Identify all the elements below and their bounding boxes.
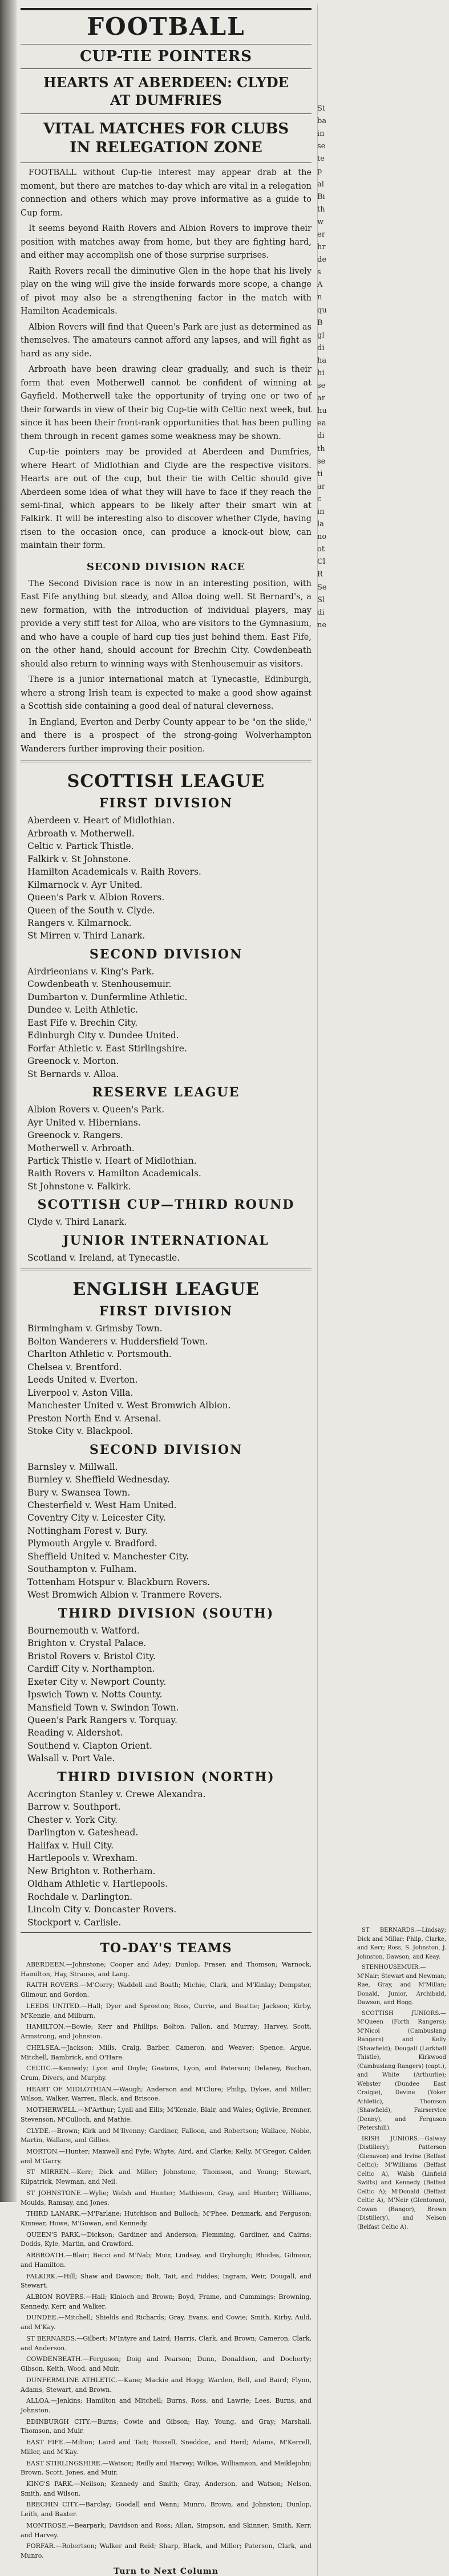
team-lineup: ALBION ROVERS.—Hall; Kinloch and Brown; Boyd, Frame, and Cummings; Browning, Kennedy, Kerr, and Walker. xyxy=(21,2293,312,2310)
team-lineup: RAITH ROVERS.—M'Corry; Waddell and Boath; Michie, Clark, and M'Kinlay; Dempster, Gilmour, and Gordon. xyxy=(21,1981,312,1999)
column-fragment: St xyxy=(317,104,326,113)
divider xyxy=(21,113,312,114)
team-lineup: ARBROATH.—Blair; Becci and M'Nab; Muir, Lindsay, and Dryburgh; Rhodes, Gilmour, and Hamilton. xyxy=(21,2252,312,2269)
english-first-division-fixtures xyxy=(21,1322,312,1437)
football-column xyxy=(21,5,318,2576)
scottish-second-division-fixtures xyxy=(21,965,312,1080)
team-lineup: THIRD LANARK.—M'Farlane; Hutchison and Bulloch; M'Phee, Denmark, and Ferguson; Kinnear, Howe, M'Gowan, and Kennedy. xyxy=(21,2210,312,2228)
english-first-division-heading: FIRST DIVISION xyxy=(99,1304,233,1319)
column-fragment: in xyxy=(317,507,325,516)
column-fragment: Cl xyxy=(317,558,326,567)
fixture: Bournemouth v. Watford. xyxy=(27,1625,140,1636)
fixture: Queen's Park v. Albion Rovers. xyxy=(27,892,165,903)
fixture: Tottenham Hotspur v. Blackburn Rovers. xyxy=(27,1577,211,1587)
english-league-heading: ENGLISH LEAGUE xyxy=(72,1279,260,1300)
fixture: St Bernards v. Alloa. xyxy=(27,1068,119,1079)
column-fragment: ti xyxy=(317,469,323,478)
team-lineup: HEART OF MIDLOTHIAN.—Waugh; Anderson and M'Clure; Philip, Dykes, and Miller; Wilson, Walker, Warren, Black, and Briscoe. xyxy=(21,2085,312,2103)
intro-article xyxy=(21,166,312,553)
team-lineup: STENHOUSEMUIR.—M'Nair; Stewart and Newman; Rae, Gray, and M'Millan; Donald, Junior, Archibald, Dawson, and Hogg. xyxy=(357,1964,446,2006)
fixture: Ayr United v. Hibernians. xyxy=(27,1117,141,1128)
column-fragment: se xyxy=(317,381,326,391)
fixture: Raith Rovers v. Hamilton Academicals. xyxy=(27,1168,201,1179)
column-fragment: hu xyxy=(317,407,327,416)
team-lineup: CELTIC.—Kennedy; Lyon and Doyle; Geatons, Lyon, and Paterson; Delaney, Buchan, Crum, Divers, and Murphy. xyxy=(21,2065,312,2082)
fixture: Airdrieonians v. King's Park. xyxy=(27,966,155,977)
fixture: Rochdale v. Darlington. xyxy=(27,1891,133,1902)
column-fragment: th xyxy=(317,205,325,214)
fixture: Stockport v. Carlisle. xyxy=(27,1917,122,1928)
scottish-cup-heading: SCOTTISH CUP—THIRD ROUND xyxy=(37,1197,295,1213)
team-lineup: HAMILTON.—Bowie; Kerr and Phillips; Bolton, Fallon, and Murray; Harvey, Scott, Armstrong, and Johnston. xyxy=(21,2023,312,2041)
fixture: Aberdeen v. Heart of Midlothian. xyxy=(27,815,175,826)
fixture: Sheffield United v. Manchester City. xyxy=(27,1551,189,1562)
fixture: Albion Rovers v. Queen's Park. xyxy=(27,1104,165,1115)
column-fragment: al xyxy=(317,180,324,189)
fixture: Dumbarton v. Dunfermline Athletic. xyxy=(27,992,188,1002)
column-fragment: di xyxy=(317,432,325,441)
divider xyxy=(21,162,312,163)
fixture: Preston North End v. Arsenal. xyxy=(27,1413,161,1424)
second-division-race-heading: SECOND DIVISION RACE xyxy=(86,560,246,573)
column-fragment: ar xyxy=(317,394,325,403)
fixture: Birmingham v. Grimsby Town. xyxy=(27,1323,163,1334)
top-rule xyxy=(21,8,312,10)
fixture: Mansfield Town v. Swindon Town. xyxy=(27,1702,179,1713)
fixture: Scotland v. Ireland, at Tynecastle. xyxy=(27,1252,180,1263)
todays-teams-heading: TO-DAY'S TEAMS xyxy=(100,1941,232,1956)
column-fragment: in xyxy=(317,129,325,139)
team-lineup: EDINBURGH CITY.—Burns; Cowie and Gibson; Hay, Young, and Gray; Marshall, Thomson, and Muir. xyxy=(21,2417,312,2435)
fixture: Chester v. York City. xyxy=(27,1814,118,1825)
reserve-league-fixtures xyxy=(21,1103,312,1193)
article-paragraph: Cup-tie pointers may be provided at Aberdeen and Dumfries, where Heart of Midlothian and Clyde are the respective visitors. Hearts are out of the cup, but their tie with Celtic should give Aberdeen some idea of what they will have to face if they reach the semi-final, which appears to be likely after their smart win at Falkirk. It will be interesting also to discover whether Clyde, having risen to the occasion once, can produce a knock-out blow, can maintain their form. xyxy=(21,448,312,551)
team-lineup: ST JOHNSTONE.—Wylie; Welsh and Hunter; Mathieson, Gray, and Hunter; Williams, Moulds, Ramsay, and Jones. xyxy=(21,2189,312,2207)
fixture: Coventry City v. Leicester City. xyxy=(27,1513,166,1523)
column-fragment: se xyxy=(317,457,326,466)
fixture: Nottingham Forest v. Bury. xyxy=(27,1525,148,1536)
fixture: St Johnstone v. Falkirk. xyxy=(27,1181,131,1192)
fixture: Bolton Wanderers v. Huddersfield Town. xyxy=(27,1336,208,1347)
column-fragment: qu xyxy=(317,306,327,315)
divider xyxy=(21,68,312,69)
team-lineup: ALLOA.—Jenkins; Hamilton and Mitchell; Burns, Ross, and Lawrie; Lees, Burns, and Johnston. xyxy=(21,2397,312,2414)
column-fragment: th xyxy=(317,444,325,453)
fixture: Celtic v. Partick Thistle. xyxy=(27,841,134,852)
team-lineup: EAST FIFE.—Milton; Laird and Tait; Russell, Sneddon, and Herd; Adams, M'Kerrell, Miller, and M'Kay. xyxy=(21,2439,312,2456)
fixture: Partick Thistle v. Heart of Midlothian. xyxy=(27,1156,197,1167)
column-fragment: Sl xyxy=(317,595,325,604)
column-fragment: Bi xyxy=(317,192,325,201)
column-fragment: ha xyxy=(317,356,327,365)
column-fragment: te xyxy=(317,155,325,164)
fixture: Chesterfield v. West Ham United. xyxy=(27,1500,177,1510)
article-paragraph: It seems beyond Raith Rovers and Albion Rovers to improve their position with matches away from home, but they are fighting hard, and either may accomplish one of those surprise surprises. xyxy=(21,224,312,261)
column-fragment: se xyxy=(317,142,326,151)
fixture: Plymouth Argyle v. Bradford. xyxy=(27,1538,157,1549)
second-division-article xyxy=(21,578,312,756)
column-fragment: hr xyxy=(317,243,326,252)
team-lineup: MONTROSE.—Bearpark; Davidson and Ross; Allan, Simpson, and Skinner; Smith, Kerr, and Harvey. xyxy=(21,2521,312,2539)
third-division-north-heading: THIRD DIVISION (NORTH) xyxy=(57,1769,275,1785)
fixture: Stoke City v. Blackpool. xyxy=(27,1426,134,1437)
fixture: East Fife v. Brechin City. xyxy=(27,1017,138,1028)
team-lineup: DUNFERMLINE ATHLETIC.—Kane; Mackie and Hogg; Warden, Bell, and Baird; Flynn, Adams, Stewart, and Brown. xyxy=(21,2376,312,2394)
column-fragment: c xyxy=(317,494,322,503)
article-paragraph: Albion Rovers will find that Queen's Park are just as determined as themselves. The amateurs cannot afford any lapses, and will fight as hard as any side. xyxy=(21,322,312,359)
english-second-division-heading: SECOND DIVISION xyxy=(89,1442,243,1457)
fixture: Barrow v. Southport. xyxy=(27,1802,121,1813)
fixture: Southend v. Clapton Orient. xyxy=(27,1740,152,1751)
fixture: Greenock v. Rangers. xyxy=(27,1130,123,1141)
divider xyxy=(21,1269,312,1270)
team-lineup: ABERDEEN.—Johnstone; Cooper and Adey; Dunlop, Fraser, and Thomson; Warnock, Hamilton, Hay, Strauss, and Lang. xyxy=(21,1961,312,1978)
subtitle: CUP-TIE POINTERS xyxy=(79,48,253,65)
fixture: Bristol Rovers v. Bristol City. xyxy=(27,1651,156,1661)
divider xyxy=(21,761,312,762)
third-division-south-heading: THIRD DIVISION (SOUTH) xyxy=(58,1606,274,1621)
column-fragment: B xyxy=(317,318,323,327)
column-fragment: ba xyxy=(317,117,327,126)
article-paragraph: In England, Everton and Derby County appear to be "on the slide," and there is a prospect of the strong-going Wolverhampton Wanderers further improving their position. xyxy=(21,717,312,754)
fixture: Dundee v. Leith Athletic. xyxy=(27,1005,138,1015)
column-fragment: ot xyxy=(317,545,325,554)
fixture: Rangers v. Kilmarnock. xyxy=(27,917,132,928)
fixture: Lincoln City v. Doncaster Rovers. xyxy=(27,1904,177,1915)
scan-gutter xyxy=(0,0,17,2202)
article-paragraph: FOOTBALL without Cup-tie interest may appear drab at the moment, but there are matches to-day which are vital in a relegation connection and others which may prove informative as a guide to Cup form. xyxy=(21,168,312,218)
team-lineup: FORFAR.—Robertson; Walker and Reid; Sharp, Black, and Miller; Paterson, Clark, and Munro. xyxy=(21,2542,312,2560)
fixture: Falkirk v. St Johnstone. xyxy=(27,854,131,864)
fixture: Darlington v. Gateshead. xyxy=(27,1827,139,1838)
fixture: Manchester United v. West Bromwich Albion. xyxy=(27,1400,231,1411)
article-paragraph: There is a junior international match at Tynecastle, Edinburgh, where a strong Irish team is expected to make a good show against a Scottish side containing a good deal of natural cleverness. xyxy=(21,675,312,712)
fixture: Bury v. Swansea Town. xyxy=(27,1487,131,1498)
fixture: Forfar Athletic v. East Stirlingshire. xyxy=(27,1043,187,1054)
continuation-note: Turn to Next Column xyxy=(114,2566,219,2576)
fixture: Edinburgh City v. Dundee United. xyxy=(27,1030,179,1041)
team-lineup: ST BERNARDS.—Gilbert; M'Intyre and Laird; Harris, Clark, and Brown; Cameron, Clark, and Anderson. xyxy=(21,2334,312,2352)
column-fragment: gl xyxy=(317,331,325,340)
team-lineup: EAST STIRLINGSHIRE.—Watson; Reilly and Harvey; Wilkie, Williamson, and Meiklejohn; Brown, Scott, Jones, and Muir. xyxy=(21,2459,312,2477)
column-fragment: w xyxy=(317,217,324,226)
scottish-league-heading: SCOTTISH LEAGUE xyxy=(67,771,265,792)
fixture: Charlton Athletic v. Portsmouth. xyxy=(27,1349,172,1360)
team-lineup: LEEDS UNITED.—Hall; Dyer and Sproston; Ross, Currie, and Beattie; Jackson; Kirby, M'Kenzie, and Milburn. xyxy=(21,2002,312,2020)
team-lineup: IRISH JUNIORS.—Galway (Distillery); Patterson (Glenavon) and Irvine (Belfast Celtic); M'Williams (Belfast Celtic A), Walsh (Linfield Swifts) and Kennedy (Belfast Celtic A); M'Donald (Belfast Celtic A), M'Neir (Glentoran), Cowan (Bangor), Brown (Distillery), and Nelson (Belfast Celtic A). xyxy=(357,2135,446,2230)
fixture: Reading v. Aldershot. xyxy=(27,1728,123,1738)
fixture: Chelsea v. Brentford. xyxy=(27,1362,122,1372)
column-fragment: di xyxy=(317,343,325,352)
fixture: Liverpool v. Aston Villa. xyxy=(27,1387,134,1398)
column-fragment: di xyxy=(317,608,325,617)
column-fragment: ar xyxy=(317,482,325,491)
section-title: FOOTBALL xyxy=(87,13,245,40)
team-lineup: ST MIRREN.—Kerr; Dick and Miller; Johnstone, Thomson, and Young; Stewart, Kilpatrick, Newman, and Neil. xyxy=(21,2168,312,2186)
article-paragraph: The Second Division race is now in an interesting position, with East Fife anything but steady, and Alloa doing well. St Bernard's, a new formation, with the introduction of individual players, may provide a very stiff test for Alloa, who are visitors to the Gymnasium, and who have a couple of hard cup ties just behind them. East Fife, on the other hand, should account for Brechin City. Cowdenbeath should also return to winning ways with Stenhousemuir as visitors. xyxy=(21,579,312,669)
fixture: Clyde v. Third Lanark. xyxy=(27,1217,127,1228)
subheadline: VITAL MATCHES FOR CLUBS IN RELEGATION ZONE xyxy=(43,120,289,156)
team-lineup: CHELSEA.—Jackson; Mills, Craig, Barber, Cameron, and Weaver; Spence, Argue, Mitchell, Bambrick, and O'Hare. xyxy=(21,2043,312,2061)
fixture: Queen's Park Rangers v. Torquay. xyxy=(27,1715,177,1726)
scottish-first-division-heading: FIRST DIVISION xyxy=(99,796,233,811)
team-lineup: MOTHERWELL.—M'Arthur; Lyall and Ellis; M'Kenzie, Blair, and Wales; Ogilvie, Bremner, Stevenson, M'Culloch, and Mathie. xyxy=(21,2106,312,2123)
fixture: Arbroath v. Motherwell. xyxy=(27,828,135,839)
scottish-second-division-heading: SECOND DIVISION xyxy=(89,946,243,962)
column-fragment: er xyxy=(317,230,325,239)
fixture: West Bromwich Albion v. Tranmere Rovers. xyxy=(27,1590,223,1600)
fixture: New Brighton v. Rotherham. xyxy=(27,1866,156,1876)
team-lineup: DUNDEE.—Mitchell; Shields and Richards; Gray, Evans, and Cowie; Smith, Kirby, Auld, and M'Kay. xyxy=(21,2314,312,2331)
todays-teams-list xyxy=(21,1960,312,2561)
third-division-south-fixtures xyxy=(21,1624,312,1765)
fixture: Hamilton Academicals v. Raith Rovers. xyxy=(27,867,201,877)
column-fragment: p xyxy=(317,167,322,176)
team-lineup: SCOTTISH JUNIORS.—M'Queen (Forth Rangers); M'Nicol (Cambuslang Rangers) and Kelly (Shawfield); Dougall (Larkhall Thistle), Kirkwood (Cambuslang Rangers) (capt.), and White (Arthurlie); Webster (Dundee East Craigie), Devine (Yoker Athletic), Thomson (Shawfield), Fairservice (Denny), and Ferguson (Petershill). xyxy=(357,2010,446,2131)
article-paragraph: Raith Rovers recall the diminutive Glen in the hope that his lively play on the wing will give the inside forwards more scope, a change of pivot may also be a strengthening factor in the match with Hamilton Academicals. xyxy=(21,266,312,316)
third-division-north-fixtures xyxy=(21,1788,312,1929)
column-fragment: R xyxy=(317,570,323,579)
fixture: Brighton v. Crystal Palace. xyxy=(27,1638,147,1649)
column-fragment: no xyxy=(317,533,327,542)
fixture: Exeter City v. Newport County. xyxy=(27,1676,167,1687)
fixture: Walsall v. Port Vale. xyxy=(27,1753,115,1764)
team-lineup: COWDENBEATH.—Ferguson; Doig and Pearson; Dunn, Donaldson, and Docherty; Gibson, Keith, Wood, and Muir. xyxy=(21,2355,312,2373)
team-lineup: ST BERNARDS.—Lindsay; Dick and Millar; Philp, Clarke, and Kerr; Ross, S. Johnston, J. Johnston, Dawson, and Keay. xyxy=(357,1927,446,1960)
column-fragment: la xyxy=(317,520,324,529)
continued-team-lineups xyxy=(357,1926,446,2233)
english-second-division-fixtures xyxy=(21,1461,312,1602)
scottish-first-division-fixtures xyxy=(21,814,312,942)
fixture: Accrington Stanley v. Crewe Alexandra. xyxy=(27,1789,206,1799)
column-fragment: Se xyxy=(317,583,327,592)
column-fragment: s xyxy=(317,268,321,277)
team-lineup: KING'S PARK.—Neilson; Kennedy and Smith; Gray, Anderson, and Watson; Nelson, Smith, and Wilson. xyxy=(21,2480,312,2497)
article-paragraph: Arbroath have been drawing clear gradually, and such is their form that even Motherwell cannot be confident of winning at Gayfield. Motherwell take the opportunity of trying one or two of their forwards in view of their big Cup-tie with Celtic next week, but since it has been their front-rank opportunities that has been pulling them through in recent games some weakness may be shown. xyxy=(21,365,312,441)
fixture: Greenock v. Morton. xyxy=(27,1056,119,1067)
column-fragment: hi xyxy=(317,368,325,377)
column-fragment: A xyxy=(317,281,323,290)
junior-international-heading: JUNIOR INTERNATIONAL xyxy=(63,1233,269,1248)
adjacent-column-fragments xyxy=(317,103,350,632)
fixture: Oldham Athletic v. Hartlepools. xyxy=(27,1879,168,1890)
headline: HEARTS AT ABERDEEN: CLYDE AT DUMFRIES xyxy=(43,74,289,109)
fixture: Cardiff City v. Northampton. xyxy=(27,1664,155,1675)
fixture: Halifax v. Hull City. xyxy=(27,1840,114,1851)
fixture: Queen of the South v. Clyde. xyxy=(27,905,155,916)
column-fragment: de xyxy=(317,255,327,265)
fixture: Southampton v. Fulham. xyxy=(27,1564,137,1575)
team-lineup: FALKIRK.—Hill; Shaw and Dawson; Bolt, Tait, and Fiddes; Ingram, Weir, Dougall, and Stewart. xyxy=(21,2272,312,2290)
team-lineup: MORTON.—Hunter; Maxwell and Fyfe; Whyte, Aird, and Clarke; Kelly, M'Gregor, Calder, and M'Garry. xyxy=(21,2147,312,2165)
divider xyxy=(21,1932,312,1933)
column-fragment: ne xyxy=(317,620,327,629)
fixture: Burnley v. Sheffield Wednesday. xyxy=(27,1474,170,1485)
reserve-league-heading: RESERVE LEAGUE xyxy=(92,1085,240,1100)
fixture: Barnsley v. Millwall. xyxy=(27,1461,118,1472)
fixture: Ipswich Town v. Notts County. xyxy=(27,1689,163,1700)
fixture: St Mirren v. Third Lanark. xyxy=(27,931,145,941)
fixture: Hartlepools v. Wrexham. xyxy=(27,1853,138,1864)
fixture: Kilmarnock v. Ayr United. xyxy=(27,879,143,890)
team-lineup: CLYDE.—Brown; Kirk and M'Ilvenny; Gardiner, Falloon, and Robertson; Wallace, Noble, Martin, Wallace, and Gillies. xyxy=(21,2127,312,2144)
team-lineup: BRECHIN CITY.—Barclay; Goodall and Wann; Munro, Brown, and Johnston; Dunlop, Leith, and Baxter. xyxy=(21,2501,312,2518)
fixture: Motherwell v. Arbroath. xyxy=(27,1143,135,1153)
column-fragment: ea xyxy=(317,419,326,428)
team-lineup: QUEEN'S PARK.—Dickson; Gardiner and Anderson; Flemming, Gardiner, and Cairns; Dodds, Kyle, Martin, and Crawford. xyxy=(21,2230,312,2248)
column-fragment: n xyxy=(317,293,322,302)
fixture: Cowdenbeath v. Stenhousemuir. xyxy=(27,979,172,990)
fixture: Leeds United v. Everton. xyxy=(27,1375,138,1385)
